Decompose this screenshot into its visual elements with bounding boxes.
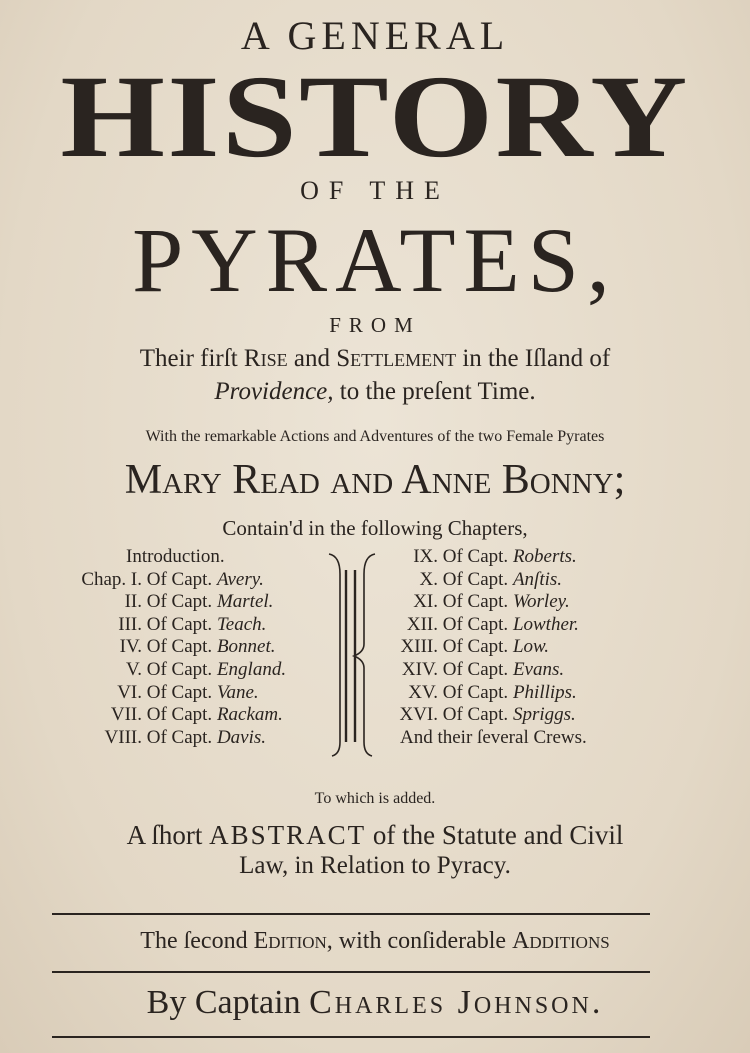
anne-bonny: Anne Bonny; xyxy=(401,457,626,503)
chapter-captain: Anſtis. xyxy=(512,568,563,590)
chapter-captain: Worley. xyxy=(512,591,570,613)
remarkable-line: With the remarkable Actions and Adventures of the two Female Pyrates xyxy=(145,428,605,445)
chapter-row xyxy=(368,569,648,592)
chapter-row xyxy=(50,569,320,592)
chapter-number: III. xyxy=(118,613,142,635)
author-name: Charles Johnson. xyxy=(309,984,604,1021)
chapter-of: Of Capt. xyxy=(442,681,509,703)
chapter-crews: And their ſeveral Crews. xyxy=(400,726,587,748)
author-line xyxy=(0,984,750,1022)
chapter-captain: Spriggs. xyxy=(512,704,576,726)
subtitle-c: in the Iſland of xyxy=(456,345,611,372)
chapter-captain: Teach. xyxy=(216,613,267,635)
law-line: Law, in Relation to Pyracy. xyxy=(239,852,511,879)
chapter-row xyxy=(368,704,648,727)
chapter-captain: Evans. xyxy=(512,658,565,680)
chapter-captain: Phillips. xyxy=(512,681,577,703)
edition-c: with conſiderable xyxy=(332,928,513,954)
subtitle-providence: Providence, xyxy=(214,378,334,405)
chapter-row xyxy=(50,682,320,705)
chapter-of: Of Capt. xyxy=(442,591,509,613)
from-line: FROM xyxy=(329,313,421,337)
chapter-of: Of Capt. xyxy=(146,726,213,748)
chapter-captain: Vane. xyxy=(216,681,259,703)
chapter-of: Of Capt. xyxy=(146,613,213,635)
chapter-number: XII. xyxy=(406,613,438,635)
chapter-of: Of Capt. xyxy=(146,704,213,726)
chapter-row xyxy=(368,546,648,569)
chapter-row xyxy=(368,614,648,637)
chapter-of: Of Capt. xyxy=(146,568,213,590)
chapter-of: Of Capt. xyxy=(442,546,509,567)
chapter-of: Of Capt. xyxy=(146,591,213,613)
subtitle-settlement: Settlement xyxy=(336,345,457,372)
chapter-row xyxy=(50,614,320,637)
author-a: By Captain xyxy=(146,984,310,1021)
chapter-of: Of Capt. xyxy=(146,681,213,703)
chapter-number: IX. xyxy=(413,546,438,567)
chapter-captain: Roberts. xyxy=(512,546,577,567)
divider-rule xyxy=(52,1036,650,1038)
chapter-row xyxy=(50,704,320,727)
subtitle-line-1 xyxy=(0,345,750,373)
chapter-number: XI. xyxy=(413,591,438,613)
chapters-left xyxy=(50,546,320,749)
chapter-number: VIII. xyxy=(104,726,142,748)
chapter-row xyxy=(368,636,648,659)
chapter-of: Of Capt. xyxy=(442,636,509,658)
divider-rule xyxy=(52,913,650,915)
edition-b: Edition, xyxy=(253,928,333,954)
contain-line: Contain'd in the following Chapters, xyxy=(222,516,528,540)
chapter-row xyxy=(368,591,648,614)
edition-d: Additions xyxy=(512,928,610,954)
chapter-row xyxy=(50,636,320,659)
chapter-of: Of Capt. xyxy=(146,658,213,680)
chapter-number: IV. xyxy=(119,636,142,658)
edition-a: The ſecond xyxy=(140,928,254,954)
chapter-captain: England. xyxy=(216,658,287,680)
abstract-c: of the Statute and Civil xyxy=(366,820,624,850)
chapter-captain: Martel. xyxy=(216,591,274,613)
chapter-row xyxy=(368,682,648,705)
chapter-of: Of Capt. xyxy=(442,568,509,590)
chapter-of: Of Capt. xyxy=(146,636,213,658)
mary-read: Mary Read xyxy=(124,457,320,503)
abstract-line xyxy=(0,820,750,851)
subtitle-b: and xyxy=(287,345,337,372)
chapter-number: VI. xyxy=(117,681,142,703)
and-word: and xyxy=(319,457,402,503)
subtitle-a: Their firſt xyxy=(139,345,244,372)
chapter-row xyxy=(368,659,648,682)
chapter-introduction: Introduction. xyxy=(126,546,225,567)
title-line-pyrates: PYRATES, xyxy=(132,209,618,311)
divider-rule xyxy=(52,971,650,973)
chapter-number: VII. xyxy=(110,704,142,726)
chapter-of: Of Capt. xyxy=(442,658,509,680)
chapter-of: Of Capt. xyxy=(442,613,509,635)
title-line-of-the: OF THE xyxy=(300,176,450,205)
chapter-captain: Bonnet. xyxy=(216,636,276,658)
chapter-of: Of Capt. xyxy=(442,704,509,726)
chapter-captain: Lowther. xyxy=(512,613,579,635)
chapter-captain: Avery. xyxy=(216,568,264,590)
chapter-number: V. xyxy=(125,658,142,680)
chapter-row xyxy=(50,727,320,750)
abstract-a: A ſhort xyxy=(126,820,210,850)
chapter-number: XIII. xyxy=(400,636,438,658)
subtitle-d: to the preſent Time. xyxy=(333,378,536,405)
chapter-row xyxy=(50,659,320,682)
chapter-captain: Low. xyxy=(512,636,550,658)
chapter-captain: Rackam. xyxy=(216,704,283,726)
title-line-a-general: A GENERAL xyxy=(240,13,510,58)
chapters-right xyxy=(368,546,648,749)
abstract-b: ABSTRACT xyxy=(209,820,367,850)
title-line-history: HISTORY xyxy=(60,51,690,182)
chapter-number: XV. xyxy=(408,681,438,703)
chapter-row xyxy=(50,591,320,614)
chapter-number: II. xyxy=(124,591,142,613)
chapter-number: X. xyxy=(419,568,438,590)
subtitle-rise: Rise xyxy=(243,345,288,372)
added-line: To which is added. xyxy=(314,790,436,807)
chapter-number: XVI. xyxy=(399,704,438,726)
female-pyrates-line xyxy=(0,456,750,504)
chapter-number: XIV. xyxy=(401,658,438,680)
chapter-captain: Davis. xyxy=(216,726,267,748)
subtitle-line-2 xyxy=(0,378,750,406)
chapter-number: Chap. I. xyxy=(81,568,142,590)
edition-line xyxy=(0,928,750,955)
